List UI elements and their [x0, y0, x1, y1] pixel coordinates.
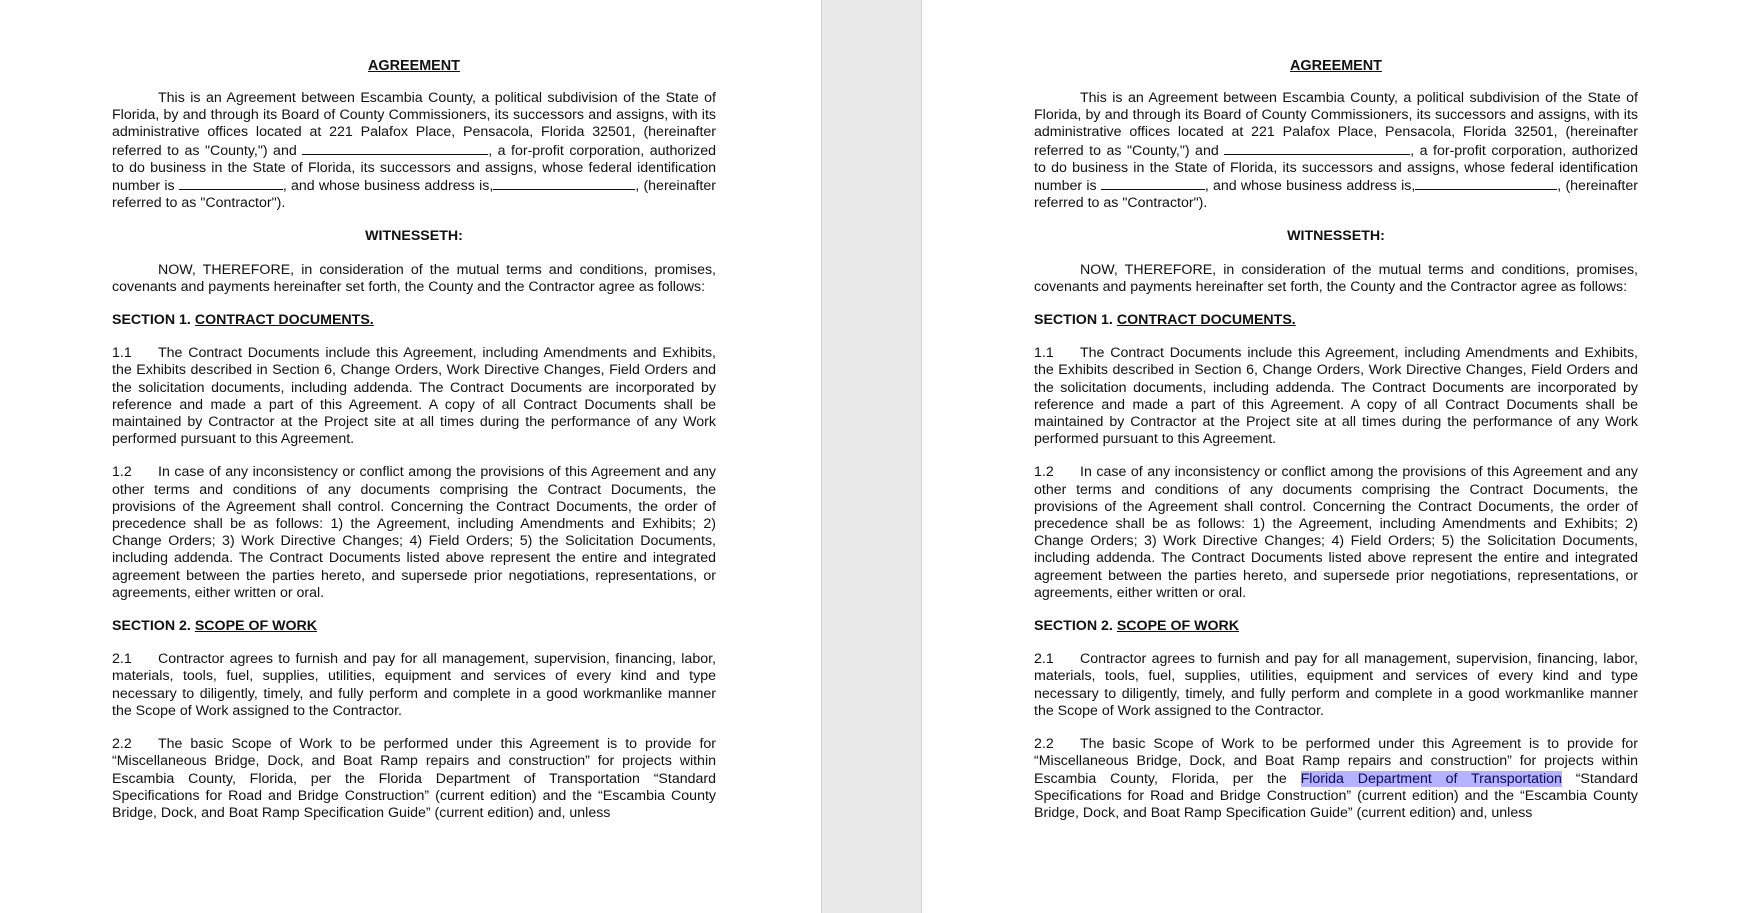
contractor-name-blank — [1224, 142, 1410, 155]
federal-id-blank — [179, 177, 283, 190]
paragraph-1-2: 1.2 In case of any inconsistency or conflict among the provisions of this Agreement and any other terms and conditions of any documents comprising the Contract Documents, the provisions of the Agreement shall control. Concerning the Contract Documents, the order of precedence shall be as follows: 1) the Agreement, including Amendments and Exhibits; 2) Change Orders; 3) Work Directive Changes; 4) Field Orders; 5) the Solicitation Documents, including addenda. The Contract Documents listed above represent the entire and integrated agreement between the parties hereto, and supersede prior negotiations, representations, or agreements, either written or oral. — [1034, 464, 1638, 601]
intro-paragraph: This is an Agreement between Escambia County, a political subdivision of the State of Florida, by and through its Board of County Commissioners, its successors and assigns, with its administrative offices located at 221 Palafox Place, Pensacola, Florida 32501, (hereinafter referred to as "County,") and , a for-profit corporation, authorized to do business in the State of Florida, its successors and assigns, whose federal identification number is , and whose business address is, , (hereinafter referred to as "Contractor"). — [1034, 90, 1638, 212]
business-address-blank — [493, 177, 635, 190]
section-1-heading: SECTION 1. CONTRACT DOCUMENTS. — [1034, 312, 1296, 329]
federal-id-blank — [1101, 177, 1205, 190]
document-page-left — [0, 0, 822, 913]
paragraph-2-1: 2.1 Contractor agrees to furnish and pay for all management, supervision, financing, labor, materials, tools, fuel, supplies, utilities, equipment and services of every kind and type necessary to diligently, timely, and fully perform and complete in a good workmanlike manner the Scope of Work assigned to the Contractor. — [1034, 651, 1638, 719]
page-content — [1034, 50, 1638, 838]
agreement-title: AGREEMENT — [1290, 58, 1382, 74]
witnesseth-heading: WITNESSETH: — [365, 228, 463, 245]
page-content — [112, 50, 716, 838]
business-address-blank — [1415, 177, 1557, 190]
witnesseth-heading: WITNESSETH: — [1287, 228, 1385, 245]
intro-paragraph: This is an Agreement between Escambia County, a political subdivision of the State of Florida, by and through its Board of County Commissioners, its successors and assigns, with its administrative offices located at 221 Palafox Place, Pensacola, Florida 32501, (hereinafter referred to as "County,") and , a for-profit corporation, authorized to do business in the State of Florida, its successors and assigns, whose federal identification number is , and whose business address is, , (hereinafter referred to as "Contractor"). — [112, 90, 716, 212]
contractor-name-blank — [302, 142, 488, 155]
document-page-right — [921, 0, 1744, 913]
paragraph-1-2: 1.2 In case of any inconsistency or conflict among the provisions of this Agreement and any other terms and conditions of any documents comprising the Contract Documents, the provisions of the Agreement shall control. Concerning the Contract Documents, the order of precedence shall be as follows: 1) the Agreement, including Amendments and Exhibits; 2) Change Orders; 3) Work Directive Changes; 4) Field Orders; 5) the Solicitation Documents, including addenda. The Contract Documents listed above represent the entire and integrated agreement between the parties hereto, and supersede prior negotiations, representations, or agreements, either written or oral. — [112, 464, 716, 601]
section-2-heading: SECTION 2. SCOPE OF WORK — [1034, 618, 1240, 635]
paragraph-1-1: 1.1 The Contract Documents include this Agreement, including Amendments and Exhibits, the Exhibits described in Section 6, Change Orders, Work Directive Changes, Field Orders and the solicitation documents, including addenda. The Contract Documents are incorporated by reference and made a part of this Agreement. A copy of all Contract Documents shall be maintained by Contractor at the Project site at all times during the performance of any Work performed pursuant to this Agreement. — [112, 345, 716, 448]
agreement-title: AGREEMENT — [368, 58, 460, 74]
section-2-heading: SECTION 2. SCOPE OF WORK — [112, 618, 318, 635]
paragraph-2-1: 2.1 Contractor agrees to furnish and pay for all management, supervision, financing, labor, materials, tools, fuel, supplies, utilities, equipment and services of every kind and type necessary to diligently, timely, and fully perform and complete in a good workmanlike manner the Scope of Work assigned to the Contractor. — [112, 651, 716, 719]
paragraph-2-2: 2.2 The basic Scope of Work to be performed under this Agreement is to provide for “Miscellaneous Bridge, Dock, and Boat Ramp repairs and construction” for projects within Escambia County, Florida, per the Florida Department of Transportation “Standard Specifications for Road and Bridge Construction” (current edition) and the “Escambia County Bridge, Dock, and Boat Ramp Specification Guide” (current edition) and, unless — [112, 736, 716, 821]
paragraph-2-2: 2.2 The basic Scope of Work to be performed under this Agreement is to provide for “Miscellaneous Bridge, Dock, and Boat Ramp repairs and construction” for projects within Escambia County, Florida, per the Florida Department of Transportation “Standard Specifications for Road and Bridge Construction” (current edition) and the “Escambia County Bridge, Dock, and Boat Ramp Specification Guide” (current edition) and, unless — [1034, 736, 1638, 821]
now-therefore-paragraph: NOW, THEREFORE, in consideration of the mutual terms and conditions, promises, covenants and payments hereinafter set forth, the County and the Contractor agree as follows: — [112, 261, 716, 295]
highlighted-text-selection[interactable]: Florida Department of Transportation — [1300, 770, 1562, 787]
section-1-heading: SECTION 1. CONTRACT DOCUMENTS. — [112, 312, 374, 329]
paragraph-1-1: 1.1 The Contract Documents include this Agreement, including Amendments and Exhibits, the Exhibits described in Section 6, Change Orders, Work Directive Changes, Field Orders and the solicitation documents, including addenda. The Contract Documents are incorporated by reference and made a part of this Agreement. A copy of all Contract Documents shall be maintained by Contractor at the Project site at all times during the performance of any Work performed pursuant to this Agreement. — [1034, 345, 1638, 448]
now-therefore-paragraph: NOW, THEREFORE, in consideration of the mutual terms and conditions, promises, covenants and payments hereinafter set forth, the County and the Contractor agree as follows: — [1034, 261, 1638, 295]
